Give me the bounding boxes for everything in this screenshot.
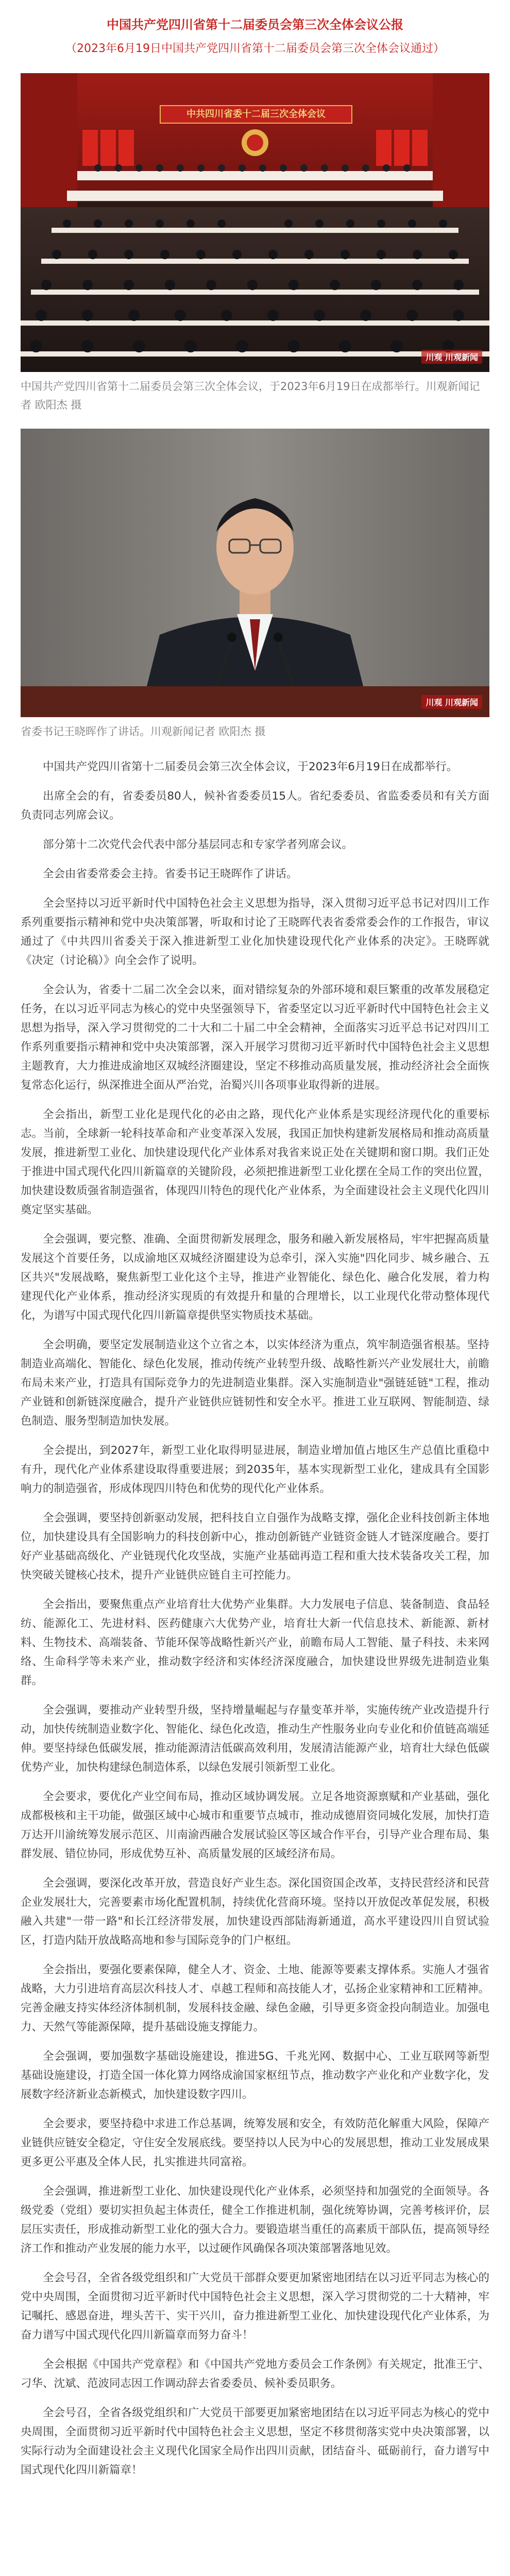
paragraph: 全会由省委常委会主持。省委书记王晓晖作了讲话。 [43,868,298,880]
paragraph: 全会认为，省委十二届二次全会以来，面对错综复杂的外部环境和艰巨繁重的改革发展稳定任务，在以习近平同志为核心的党中央坚强领导下，省委坚定以习近平新时代中国特色社会主义思想为指导，深入学习贯彻党的二十大和二十届二中全会精神，全面落实习近平总书记对四川工作系列重要指示精神和党中央决策部署，深入开展学习贯彻习近平新时代中国特色社会主义思想主题教育，大力推进成渝地区双城经济圈建设，坚定不移推动高质量发展，推动经济社会全面恢复常态化运行，纵深推进全面从严治党，治蜀兴川各项事业取得新的进展。 [21,984,489,1092]
paragraph: 全会强调，要深化改革开放，营造良好产业生态。深化国资国企改革，支持民营经济和民营企业发展壮大，完善要素市场化配置机制，持续优化营商环境。坚持以开放促改革促发展，积极融入共建"一带一路"和长江经济带发展，加快建设西部陆海新通道，高水平建设四川自贸试验区，打造内陆开放战略高地和参与国际竞争的门户枢纽。 [21,1877,489,1947]
paragraph: 全会要求，要坚持稳中求进工作总基调，统筹发展和安全，有效防范化解重大风险，保障产业链供应链安全稳定，守住安全发展底线。要坚持以人民为中心的发展思想，推动工业发展成果更多更公平惠及全体人民，扎实推进共同富裕。 [21,2117,489,2168]
paragraph: 全会强调，推进新型工业化、加快建设现代化产业体系，必须坚持和加强党的全面领导。各级党委（党组）要切实担负起主体责任，健全工作推进机制，强化统筹协调，完善考核评价，层层压实责任，形成推动新型工业化的强大合力。要锻造堪当重任的高素质干部队伍，提高领导经济工作和推动产业发展的能力水平，以过硬作风确保各项决策部署落地见效。 [21,2185,489,2255]
paragraph: 全会指出，要聚焦重点产业培育壮大优势产业集群。大力发展电子信息、装备制造、食品轻纺、能源化工、先进材料、医药健康六大优势产业，培育壮大新一代信息技术、新能源、新材料、生物技术、高端装备、节能环保等战略性新兴产业，前瞻布局人工智能、量子科技、未来网络、生命科学等未来产业，推动数字经济和实体经济深度融合，加快建设世界级先进制造业集群。 [21,1598,489,1687]
stage-banner: 中共四川省委十二届三次全体会议 [160,105,352,124]
paragraph: 全会坚持以习近平新时代中国特色社会主义思想为指导，深入贯彻习近平总书记对四川工作系列重要指示精神和党中央决策部署，听取和讨论了王晓晖代表省委常委会作的工作报告，审议通过了《中共四川省委关于深入推进新型工业化加快建设现代化产业体系的决定》。王晓晖就《决定（讨论稿）》向全会作了说明。 [21,897,489,967]
speaker-photo [21,429,489,717]
meeting-hall-photo [21,73,489,372]
paragraph: 部分第十二次党代会代表中部分基层同志和专家学者列席会议。 [43,838,353,851]
photo-caption: 中国共产党四川省第十二届委员会第三次全体会议，于2023年6月19日在成都举行。川观新闻记者 欧阳杰 摄 [21,380,480,411]
paragraph: 出席全会的有，省委委员80人，候补省委委员15人。省纪委委员、省监委委员和有关方面负责同志列席会议。 [21,790,489,822]
paragraph: 全会指出，要强化要素保障，健全人才、资金、土地、能源等要素支撑体系。实施人才强省战略，大力引进培育高层次科技人才、卓越工程师和高技能人才，弘扬企业家精神和工匠精神。完善金融支持实体经济体制机制，发展科技金融、绿色金融，引导更多资金投向制造业。加强电力、天然气等能源保障，提升基础设施支撑能力。 [21,1963,489,2033]
paragraph: 全会明确，要坚定发展制造业这个立省之本，以实体经济为重点，筑牢制造强省根基。坚持制造业高端化、智能化、绿色化发展，推动传统产业转型升级、战略性新兴产业发展壮大，前瞻布局未来产业，打造具有国际竞争力的先进制造业集群。深入实施制造业"强链延链"工程，推动产业链和创新链深度融合，提升产业链供应链韧性和安全水平。推进工业互联网、智能制造、绿色制造、服务型制造加快发展。 [21,1338,489,1428]
article-title: 中国共产党四川省第十二届委员会第三次全体会议公报 [107,18,403,32]
speaker-illustration [21,429,489,717]
paragraph: 中国共产党四川省第十二届委员会第三次全体会议，于2023年6月19日在成都举行。 [43,760,458,773]
paragraph: 全会号召，全省各级党组织和广大党员干部要更加紧密地团结在以习近平同志为核心的党中央周围，全面贯彻习近平新时代中国特色社会主义思想，坚定不移贯彻落实党中央决策部署，以实际行动为全面建设社会主义现代化国家全局作出四川贡献，团结奋斗、砥砺前行，奋力谱写中国式现代化四川新篇章！ [21,2406,489,2477]
paragraph: 全会强调，要推动产业转型升级，坚持增量崛起与存量变革并举，实施传统产业改造提升行动，加快传统制造业数字化、智能化、绿色化改造，推动生产性服务业向专业化和价值链高端延伸。要坚持绿色低碳发展，推动能源清洁低碳高效利用，发展清洁能源产业，培育壮大绿色低碳优势产业，加快构建绿色制造体系，以绿色发展引领新型工业化。 [21,1704,489,1774]
paragraph: 全会指出，新型工业化是现代化的必由之路，现代化产业体系是实现经济现代化的重要标志。当前，全球新一轮科技革命和产业变革深入发展，我国正加快构建新发展格局和推动高质量发展，推进新型工业化、加快建设现代化产业体系对我省来说正处在关键期和窗口期。我们正处于推进中国式现代化四川新篇章的关键阶段，必须把推进新型工业化摆在全局工作的突出位置，加快建设数质强省制造强省，体现四川特色的现代化产业体系，为全面建设社会主义现代化四川奠定坚实基础。 [21,1108,489,1216]
paragraph: 全会号召，全省各级党组织和广大党员干部群众要更加紧密地团结在以习近平同志为核心的党中央周围，全面贯彻习近平新时代中国特色社会主义思想，深入学习贯彻党的二十大精神，牢记嘱托、感恩奋进，埋头苦干、实干兴川，奋力推进新型工业化、加快建设现代化产业体系，为奋力谱写中国式现代化四川新篇章而努力奋斗！ [21,2272,489,2342]
paragraph: 全会强调，要加强数字基础设施建设，推进5G、千兆光网、数据中心、工业互联网等新型基础设施建设，打造全国一体化算力网络成渝国家枢纽节点，推动数字产业化和产业数字化，发展数字经济新业态新模式，加快建设数字四川。 [21,2050,489,2101]
paragraph: 全会根据《中国共产党章程》和《中国共产党地方委员会工作条例》有关规定，批准王宁、刁华、沈斌、范波同志因工作调动辞去省委委员、候补委员职务。 [21,2358,489,2390]
article-body [21,757,489,2480]
article-subtitle: （2023年6月19日中国共产党四川省第十二届委员会第三次全体会议通过） [65,42,445,55]
photo-caption: 省委书记王晓晖作了讲话。川观新闻记者 欧阳杰 摄 [21,725,266,738]
paragraph: 全会强调，要完整、准确、全面贯彻新发展理念，服务和融入新发展格局，牢牢把握高质量发展这个首要任务，以成渝地区双城经济圈建设为总牵引，深入实施"四化同步、城乡融合、五区共兴"发展战略，聚焦新型工业化这个主导，推进产业智能化、绿色化、融合化发展，着力构建现代化产业体系，推动经济实现质的有效提升和量的合理增长，以工业现代化带动整体现代化，为谱写中国式现代化四川新篇章提供坚实物质技术基础。 [21,1233,489,1322]
paragraph: 全会提出，到2027年，新型工业化取得明显进展，制造业增加值占地区生产总值比重稳中有升，现代化产业体系建设取得重要进展；到2035年，基本实现新型工业化，建成具有全国影响力的制造强省，形成体现四川特色和优势的现代化产业体系。 [21,1444,489,1495]
watermark-logo: 川观 川观新闻 [421,350,482,364]
paragraph: 全会要求，要优化产业空间布局，推动区域协调发展。立足各地资源禀赋和产业基础，强化成都极核和主干功能，做强区域中心城市和重要节点城市，推动成德眉资同城化发展，加快打造万达开川渝统筹发展示范区、川南渝西融合发展试验区等区域合作平台，引导产业合理布局、集群发展、错位协同，形成优势互补、高质量发展的区域经济布局。 [21,1790,489,1860]
paragraph: 全会强调，要坚持创新驱动发展，把科技自立自强作为战略支撑，强化企业科技创新主体地位，加快建设具有全国影响力的科技创新中心，推动创新链产业链资金链人才链深度融合。要打好产业基础高级化、产业链现代化攻坚战，实施产业基础再造工程和重大技术装备攻关工程，加快突破关键核心技术，提升产业链供应链自主可控能力。 [21,1512,489,1582]
watermark-logo: 川观 川观新闻 [421,695,482,709]
